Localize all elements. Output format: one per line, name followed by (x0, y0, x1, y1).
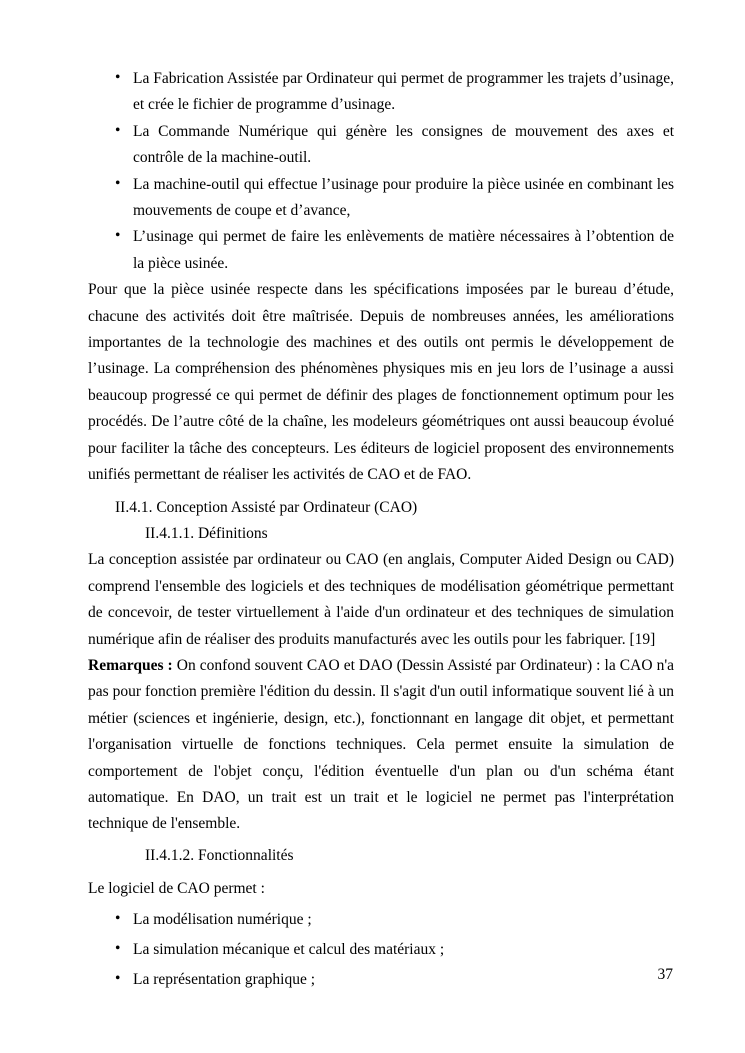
list-item (88, 224, 674, 277)
list-item (88, 967, 674, 993)
bullet-list-bottom (88, 907, 674, 994)
remarks-label: Remarques : (88, 656, 173, 674)
subsection-heading-fonctionnalites: II.4.1.2. Fonctionnalités (145, 846, 294, 864)
list-item-text: La machine-outil qui effectue l’usinage pour produire la pièce usinée en combinant les mouvements de coupe et d’avance, (133, 175, 674, 220)
paragraph-lead: Le logiciel de CAO permet : (88, 880, 265, 898)
bullet-icon: • (115, 69, 121, 86)
list-item-text: La représentation graphique ; (133, 971, 316, 989)
section-heading-cao: II.4.1. Conception Assisté par Ordinateur (CAO) (115, 498, 418, 516)
paragraph-definition: La conception assistée par ordinateur ou CAO (en anglais, Computer Aided Design ou CAD) comprend l'ensemble des logiciels et des techniques de modélisation géométrique permettant de concevoir, de tester virtuellement à l'aide d'un ordinateur et des techniques de simulation numérique afin de réaliser des produits manufacturés avec les outils pour les fabriquer. [19] (88, 551, 674, 648)
list-item (88, 172, 674, 225)
list-item-text: La modélisation numérique ; (133, 910, 312, 928)
bullet-list-top (88, 66, 674, 277)
list-item-text: La simulation mécanique et calcul des matériaux ; (133, 941, 445, 958)
document-content (88, 66, 674, 994)
page-number: 37 (657, 966, 673, 983)
bullet-icon: • (115, 121, 121, 139)
list-item (88, 907, 674, 933)
bullet-icon: • (115, 174, 121, 192)
list-item (88, 937, 674, 963)
remarks-text: On confond souvent CAO et DAO (Dessin Assisté par Ordinateur) : la CAO n'a pas pour fonction première l'édition du dessin. Il s'agit d'un outil informatique souvent lié à un métier (sciences et ingénierie, design, etc.), fonctionnant en langage dit objet, et permettant l'organisation virtuelle de fonctions techniques. Cela permet ensuite la simulation de comportement de l'objet conçu, l'édition éventuelle d'un plan ou d'un schéma étant automatique. En DAO, un trait est un trait et le logiciel ne permet pas l'interprétation technique de l'ensemble. (88, 656, 674, 833)
list-item-text: L’usinage qui permet de faire les enlèvements de matière nécessaires à l’obtention de la pièce usinée. (133, 228, 674, 272)
list-item (88, 66, 674, 119)
list-item-text: La Fabrication Assistée par Ordinateur qui permet de programmer les trajets d’usinage, et crée le fichier de programme d’usinage. (133, 70, 674, 114)
paragraph-remarks (88, 653, 674, 838)
bullet-icon: • (115, 227, 121, 245)
bullet-icon: • (115, 970, 121, 988)
bullet-icon: • (115, 940, 121, 957)
bullet-icon: • (115, 909, 121, 927)
paragraph-intro: Pour que la pièce usinée respecte dans les spécifications imposées par le bureau d’étude, chacune des activités doit être maîtrisée. Depuis de nombreuses années, les améliorations importantes de la technologie des machines et des outils ont permis le développement de l’usinage. La compréhension des phénomènes physiques mis en jeu lors de l’usinage a aussi beaucoup progressé ce qui permet de définir des plages de fonctionnement optimum pour les procédés. De l’autre côté de la chaîne, les modeleurs géométriques ont aussi beaucoup évolué pour faciliter la tâche des concepteurs. Les éditeurs de logiciel proposent des environnements unifiés permettant de réaliser les activités de CAO et de FAO. (88, 281, 674, 484)
list-item (88, 119, 674, 172)
subsection-heading-definitions: II.4.1.1. Définitions (145, 524, 268, 542)
list-item-text: La Commande Numérique qui génère les consignes de mouvement des axes et contrôle de la machine-outil. (133, 122, 674, 167)
